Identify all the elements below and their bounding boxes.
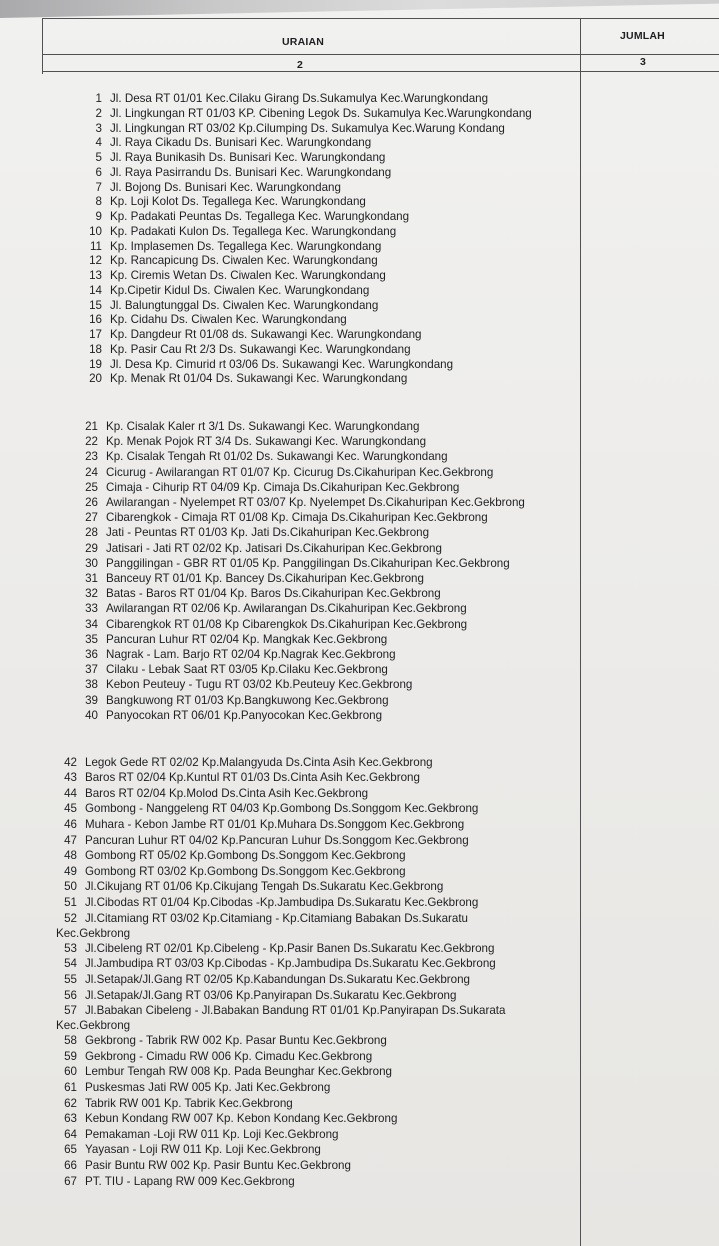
item-number: 29 — [85, 541, 98, 555]
table-left-border — [42, 18, 43, 74]
item-description: Jl.Cibeleng RT 02/01 Kp.Cibeleng - Kp.Pasir Banen Ds.Sukaratu Kec.Gekbrong — [85, 941, 495, 955]
item-description: Jl.Babakan Cibeleng - Jl.Babakan Bandung RT 01/01 Kp.Panyirapan Ds.Sukarata — [85, 1004, 506, 1018]
item-description: Kp. Menak Pojok RT 3/4 Ds. Sukawangi Kec. Warungkondang — [106, 435, 427, 449]
header-col-number-3: 3 — [640, 56, 647, 68]
item-number: 40 — [85, 708, 98, 722]
item-description: Pasir Buntu RW 002 Kp. Pasir Buntu Kec.Gekbrong — [85, 1159, 351, 1172]
item-description: Gombong RT 03/02 Kp.Gombong Ds.Songgom Kec.Gekbrong — [85, 864, 406, 878]
item-number: 42 — [64, 755, 77, 769]
item-description: Kp. Padakati Kulon Ds. Tegallega Kec. Warungkondang — [110, 224, 397, 238]
item-description: Jl. Raya Bunikasih Ds. Bunisari Kec. Warungkondang — [110, 151, 386, 164]
item-description: Nagrak - Lam. Barjo RT 02/04 Kp.Nagrak Kec.Gekbrong — [106, 648, 396, 661]
item-description: Tabrik RW 001 Kp. Tabrik Kec.Gekbrong — [85, 1096, 293, 1110]
item-description: Kp. Pasir Cau Rt 2/3 Ds. Sukawangi Kec. Warungkondang — [110, 342, 411, 356]
item-number: 20 — [89, 372, 102, 386]
item-description: Kp. Cisalak Tengah Rt 01/02 Ds. Sukawangi Kec. Warungkondang — [106, 450, 448, 464]
item-number: 23 — [85, 450, 98, 464]
item-description: Jatisari - Jati RT 02/02 Kp. Jatisari Ds.Cikahuripan Kec.Gekbrong — [106, 541, 442, 555]
item-description: Gekbrong - Tabrik RW 002 Kp. Pasar Buntu Kec.Gekbrong — [85, 1034, 387, 1048]
item-number: 30 — [85, 556, 98, 570]
item-description: Awilarangan RT 02/06 Kp. Awilarangan Ds.Cikahuripan Kec.Gekbrong — [106, 602, 467, 616]
item-description: Cibarengkok - Cimaja RT 01/08 Kp. Cimaja Ds.Cikahuripan Kec.Gekbrong — [106, 511, 488, 525]
item-description: Banceuy RT 01/01 Kp. Bancey Ds.Cikahuripan Kec.Gekbrong — [106, 572, 424, 585]
header-jumlah: JUMLAH — [620, 30, 665, 42]
item-description: Kp. Loji Kolot Ds. Tegallega Kec. Warungkondang — [110, 195, 366, 209]
item-number: 2 — [95, 106, 102, 120]
item-description: Kp. Rancapicung Ds. Ciwalen Kec. Warungkondang — [110, 254, 378, 268]
item-description: Jl.Jambudipa RT 03/03 Kp.Cibodas - Kp.Jambudipa Ds.Sukaratu Kec.Gekbrong — [85, 957, 496, 971]
item-number: 5 — [95, 151, 102, 164]
item-description: Gekbrong - Cimadu RW 006 Kp. Cimadu Kec.Gekbrong — [85, 1049, 373, 1063]
item-description: Jati - Peuntas RT 01/03 Kp. Jati Ds.Cikahuripan Kec.Gekbrong — [106, 526, 430, 540]
item-number: 63 — [64, 1112, 77, 1126]
item-number: 21 — [85, 420, 98, 433]
item-description: Jl. Raya Pasirrandu Ds. Bunisari Kec. Warungkondang — [110, 165, 392, 179]
item-number: 26 — [85, 496, 98, 509]
item-number: 14 — [89, 283, 102, 297]
item-number: 24 — [85, 465, 98, 479]
item-number: 65 — [64, 1143, 77, 1157]
item-description: Cilaku - Lebak Saat RT 03/05 Kp.Cilaku Kec.Gekbrong — [106, 663, 388, 677]
item-number: 46 — [64, 818, 77, 831]
item-number: 57 — [64, 1004, 77, 1018]
item-number: 60 — [64, 1065, 77, 1079]
item-number: 25 — [85, 480, 98, 494]
item-number: 16 — [89, 313, 102, 327]
item-description: Pemakaman -Loji RW 011 Kp. Loji Kec.Gekbrong — [85, 1127, 339, 1141]
item-description: Kp. Cisalak Kaler rt 3/1 Ds. Sukawangi Kec. Warungkondang — [106, 420, 420, 433]
item-description: PT. TIU - Lapang RW 009 Kec.Gekbrong — [85, 1174, 295, 1188]
item-number: 39 — [85, 693, 98, 707]
item-description: Pancuran Luhur RT 04/02 Kp.Pancuran Luhur Ds.Songgom Kec.Gekbrong — [85, 833, 469, 847]
item-description: Jl. Desa Kp. Cimurid rt 03/06 Ds. Sukawangi Kec. Warungkondang — [110, 357, 454, 371]
item-description: Kp. Implasemen Ds. Tegallega Kec. Warungkondang — [110, 239, 382, 253]
item-number: 44 — [64, 786, 77, 800]
item-description: Gombong - Nanggeleng RT 04/03 Kp.Gombong Ds.Songgom Kec.Gekbrong — [85, 802, 479, 816]
item-number: 62 — [64, 1096, 77, 1110]
item-number: 52 — [64, 911, 77, 925]
item-number: 56 — [64, 988, 77, 1002]
item-number: 19 — [89, 357, 102, 371]
item-number: 27 — [85, 511, 98, 525]
item-description-continuation: Kec.Gekbrong — [56, 926, 131, 940]
item-number: 34 — [85, 617, 98, 631]
item-description: Kp. Ciremis Wetan Ds. Ciwalen Kec. Warungkondang — [110, 269, 386, 282]
item-number: 38 — [85, 678, 98, 692]
item-description: Bangkuwong RT 01/03 Kp.Bangkuwong Kec.Gekbrong — [106, 693, 389, 707]
item-number: 53 — [64, 941, 77, 955]
item-description: Jl.Cikujang RT 01/06 Kp.Cikujang Tengah Ds.Sukaratu Kec.Gekbrong — [85, 880, 444, 894]
item-number: 37 — [85, 663, 98, 677]
item-description: Jl. Desa RT 01/01 Kec.Cilaku Girang Ds.Sukamulya Kec.Warungkondang — [110, 92, 489, 105]
item-number: 66 — [64, 1159, 77, 1172]
item-number: 6 — [95, 165, 102, 179]
item-number: 61 — [64, 1081, 77, 1094]
item-number: 49 — [64, 864, 77, 878]
item-number: 67 — [64, 1174, 77, 1188]
item-description: Jl. Raya Cikadu Ds. Bunisari Kec. Warungkondang — [110, 136, 372, 150]
item-description: Cicurug - Awilarangan RT 01/07 Kp. Cicurug Ds.Cikahuripan Kec.Gekbrong — [106, 465, 494, 479]
item-number: 28 — [85, 526, 98, 540]
item-description: Cimaja - Cihurip RT 04/09 Kp. Cimaja Ds.Cikahuripan Kec.Gekbrong — [106, 480, 460, 494]
item-number: 35 — [85, 632, 98, 646]
item-description: Kp. Cidahu Ds. Ciwalen Kec. Warungkondang — [110, 313, 347, 327]
item-description: Jl.Setapak/Jl.Gang RT 03/06 Kp.Panyirapan Ds.Sukaratu Kec.Gekbrong — [85, 988, 457, 1002]
item-description: Kp. Menak Rt 01/04 Ds. Sukawangi Kec. Warungkondang — [110, 372, 408, 386]
item-number: 51 — [64, 896, 77, 909]
item-number: 12 — [89, 254, 102, 268]
item-description: Gombong RT 05/02 Kp.Gombong Ds.Songgom Kec.Gekbrong — [85, 849, 406, 863]
item-description: Legok Gede RT 02/02 Kp.Malangyuda Ds.Cinta Asih Kec.Gekbrong — [85, 755, 433, 769]
item-number: 10 — [89, 224, 102, 238]
item-number: 1 — [95, 92, 102, 105]
item-description: Panyocokan RT 06/01 Kp.Panyocokan Kec.Gekbrong — [106, 708, 383, 722]
item-description: Puskesmas Jati RW 005 Kp. Jati Kec.Gekbrong — [85, 1081, 331, 1094]
item-description: Pancuran Luhur RT 02/04 Kp. Mangkak Kec.Gekbrong — [106, 632, 388, 646]
item-number: 3 — [95, 121, 102, 135]
item-number: 11 — [89, 239, 102, 253]
item-description: Kp.Cipetir Kidul Ds. Ciwalen Kec. Warungkondang — [110, 283, 370, 297]
table-top-border — [42, 18, 719, 19]
item-number: 50 — [64, 880, 77, 894]
item-description: Cibarengkok RT 01/08 Kp Cibarengkok Ds.Cikahuripan Kec.Gekbrong — [106, 617, 468, 631]
item-description: Lembur Tengah RW 008 Kp. Pada Beunghar Kec.Gekbrong — [85, 1065, 393, 1079]
item-number: 32 — [85, 587, 98, 601]
item-number: 36 — [85, 648, 98, 661]
item-description: Baros RT 02/04 Kp.Kuntul RT 01/03 Ds.Cinta Asih Kec.Gekbrong — [85, 771, 420, 785]
item-description: Kp. Padakati Peuntas Ds. Tegallega Kec. Warungkondang — [110, 210, 410, 223]
item-number: 7 — [95, 180, 102, 194]
item-description: Batas - Baros RT 01/04 Kp. Baros Ds.Cikahuripan Kec.Gekbrong — [106, 587, 441, 601]
item-number: 55 — [64, 972, 77, 986]
item-description: Kp. Dangdeur Rt 01/08 ds. Sukawangi Kec. Warungkondang — [110, 328, 422, 341]
item-number: 9 — [95, 210, 102, 223]
item-description: Jl.Citamiang RT 03/02 Kp.Citamiang - Kp.Citamiang Babakan Ds.Sukaratu — [85, 911, 469, 925]
item-description: Panggilingan - GBR RT 01/05 Kp. Panggilingan Ds.Cikahuripan Kec.Gekbrong — [106, 556, 510, 570]
item-number: 15 — [89, 298, 102, 312]
item-description: Awilarangan - Nyelempet RT 03/07 Kp. Nyelempet Ds.Cikahuripan Kec.Gekbrong — [106, 496, 525, 509]
item-number: 58 — [64, 1034, 77, 1048]
item-description: Kebon Peuteuy - Tugu RT 03/02 Kb.Peuteuy Kec.Gekbrong — [106, 678, 413, 692]
item-number: 45 — [64, 802, 77, 816]
item-number: 22 — [85, 435, 98, 449]
item-number: 59 — [64, 1049, 77, 1063]
item-description: Jl. Lingkungan RT 01/03 KP. Cibening Legok Ds. Sukamulya Kec.Warungkondang — [110, 106, 532, 120]
item-description: Baros RT 02/04 Kp.Molod Ds.Cinta Asih Kec.Gekbrong — [85, 786, 369, 800]
item-description: Jl. Balungtunggal Ds. Ciwalen Kec. Warungkondang — [110, 298, 379, 312]
item-number: 48 — [64, 849, 77, 863]
item-number: 54 — [64, 957, 77, 971]
column-divider — [580, 18, 581, 1246]
item-description: Jl.Setapak/Jl.Gang RT 02/05 Kp.Kabandungan Ds.Sukaratu Kec.Gekbrong — [85, 972, 470, 986]
header-divider — [42, 54, 719, 55]
item-number: 43 — [64, 771, 77, 785]
item-description: Jl. Bojong Ds. Bunisari Kec. Warungkondang — [110, 180, 341, 194]
item-number: 13 — [89, 269, 102, 282]
item-description-continuation: Kec.Gekbrong — [56, 1019, 131, 1033]
item-number: 47 — [64, 833, 77, 847]
item-description: Muhara - Kebon Jambe RT 01/01 Kp.Muhara Ds.Songgom Kec.Gekbrong — [85, 818, 465, 831]
item-description: Kebun Kondang RW 007 Kp. Kebon Kondang Kec.Gekbrong — [85, 1112, 398, 1126]
column-number-divider — [42, 71, 719, 72]
item-number: 18 — [89, 342, 102, 356]
item-number: 8 — [95, 195, 102, 209]
item-number: 17 — [89, 328, 102, 341]
item-number: 31 — [85, 572, 98, 585]
header-col-number-2: 2 — [297, 59, 304, 71]
item-number: 64 — [64, 1127, 77, 1141]
item-description: Yayasan - Loji RW 011 Kp. Loji Kec.Gekbrong — [85, 1143, 321, 1157]
item-description: Jl. Lingkungan RT 03/02 Kp.Cilumping Ds. Sukamulya Kec.Warung Kondang — [110, 121, 505, 135]
header-uraian: URAIAN — [282, 36, 325, 48]
item-number: 4 — [95, 136, 102, 150]
item-number: 33 — [85, 602, 98, 616]
item-description: Jl.Cibodas RT 01/04 Kp.Cibodas -Kp.Jambudipa Ds.Sukaratu Kec.Gekbrong — [85, 896, 479, 909]
